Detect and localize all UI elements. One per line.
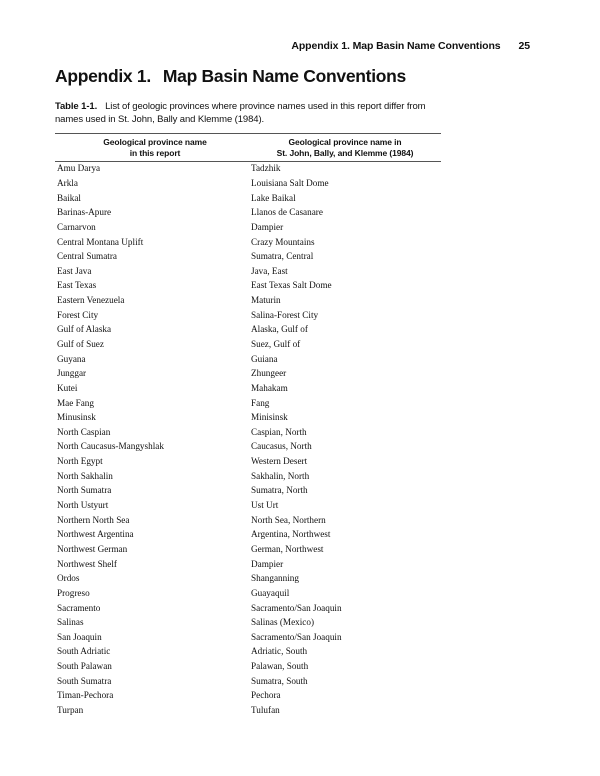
province-name-sjbk: Caspian, North xyxy=(251,426,307,437)
table-row xyxy=(57,615,441,630)
table-row xyxy=(57,630,441,645)
province-name-this-report: North Ustyurt xyxy=(57,500,109,511)
province-name-sjbk: Sumatra, Central xyxy=(251,251,314,262)
table-row xyxy=(57,176,441,191)
province-name-this-report: South Sumatra xyxy=(57,675,112,686)
table-row xyxy=(57,337,441,352)
province-name-sjbk: Louisiana Salt Dome xyxy=(251,177,329,188)
province-name-this-report: Amu Darya xyxy=(57,163,101,174)
table-row xyxy=(57,483,441,498)
table-row xyxy=(57,527,441,542)
province-name-sjbk: Ust Urt xyxy=(251,500,279,511)
province-name-this-report: Baikal xyxy=(57,192,81,203)
table-row xyxy=(57,498,441,513)
table-row xyxy=(57,410,441,425)
province-name-this-report: Kutei xyxy=(57,382,78,393)
province-name-sjbk: Adriatic, South xyxy=(251,646,308,657)
province-name-sjbk: Shanganning xyxy=(251,573,299,584)
table-row xyxy=(57,454,441,469)
province-name-sjbk: Dampier xyxy=(251,221,284,232)
province-name-this-report: North Caspian xyxy=(57,426,111,437)
province-name-this-report: Eastern Venezuela xyxy=(57,295,125,306)
table-caption-label: Table 1-1. xyxy=(55,101,98,112)
province-name-this-report: Central Montana Uplift xyxy=(57,236,144,247)
province-name-sjbk: Salinas (Mexico) xyxy=(251,617,315,628)
province-name-sjbk: Sakhalin, North xyxy=(251,470,310,481)
province-name-sjbk: German, Northwest xyxy=(251,543,324,554)
province-name-sjbk: North Sea, Northern xyxy=(251,514,326,525)
table-row xyxy=(57,439,441,454)
province-name-sjbk: Guayaquil xyxy=(251,587,290,598)
table-row xyxy=(57,556,441,571)
province-name-this-report: Junggar xyxy=(57,368,87,379)
province-name-this-report: Northern North Sea xyxy=(57,514,130,525)
table-row xyxy=(57,659,441,674)
province-name-this-report: Barinas-Apure xyxy=(57,207,112,218)
province-name-sjbk: Maturin xyxy=(251,295,281,306)
table-row xyxy=(57,307,441,322)
table-row xyxy=(57,688,441,703)
province-name-sjbk: Sumatra, South xyxy=(251,675,308,686)
province-name-sjbk: Fang xyxy=(251,397,270,408)
province-name-sjbk: Palawan, South xyxy=(251,661,309,672)
table-row xyxy=(57,205,441,220)
table-row xyxy=(57,512,441,527)
province-name-sjbk: Llanos de Casanare xyxy=(251,207,323,218)
province-name-sjbk: Suez, Gulf of xyxy=(251,339,301,349)
province-name-this-report: San Joaquin xyxy=(57,631,102,642)
province-name-this-report: South Adriatic xyxy=(57,646,111,657)
table-row xyxy=(57,249,441,264)
table-row xyxy=(57,366,441,381)
column-header-line: Geological province name xyxy=(103,137,207,147)
province-name-this-report: Northwest Shelf xyxy=(57,558,117,569)
table-row xyxy=(57,468,441,483)
province-name-sjbk: Pechora xyxy=(251,690,281,701)
table-row xyxy=(57,703,441,718)
province-name-this-report: East Java xyxy=(57,265,92,276)
province-name-this-report: Mae Fang xyxy=(57,397,94,408)
table-row xyxy=(57,220,441,235)
table-row xyxy=(57,425,441,440)
province-name-this-report: Northwest Argentina xyxy=(57,529,134,540)
province-name-this-report: Ordos xyxy=(57,573,80,584)
province-name-sjbk: Tulufan xyxy=(251,705,280,716)
page-title-label: Appendix 1. xyxy=(55,66,151,86)
province-name-this-report: North Sumatra xyxy=(57,485,112,496)
column-header-line: Geological province name in xyxy=(288,137,402,147)
province-name-this-report: Minusinsk xyxy=(57,412,96,423)
page-number: 25 xyxy=(518,40,530,52)
province-name-sjbk: Sacramento/San Joaquin xyxy=(251,631,342,642)
table-row xyxy=(57,161,441,176)
table-row xyxy=(57,322,441,337)
province-name-this-report: Sacramento xyxy=(57,602,101,613)
province-name-sjbk: Crazy Mountains xyxy=(251,236,315,247)
province-name-sjbk: Lake Baikal xyxy=(251,192,296,203)
column-header-report-name xyxy=(62,137,248,159)
province-name-sjbk: Western Desert xyxy=(251,456,308,467)
table-row xyxy=(57,234,441,249)
running-head xyxy=(291,40,530,52)
column-header-line: St. John, Bally, and Klemme (1984) xyxy=(276,148,414,158)
province-name-sjbk: Salina-Forest City xyxy=(251,309,319,320)
province-name-this-report: East Texas xyxy=(57,280,97,291)
province-name-sjbk: Zhungeer xyxy=(251,368,287,379)
table-caption-text: List of geologic provinces where province names used in this report differ from names used in St. John, Bally and Klemme (1984). xyxy=(55,101,426,125)
province-name-sjbk: Sacramento/San Joaquin xyxy=(251,602,342,613)
table-body xyxy=(57,161,441,717)
province-name-this-report: North Sakhalin xyxy=(57,470,113,481)
province-name-this-report: Northwest German xyxy=(57,543,128,554)
table-row xyxy=(57,263,441,278)
table-row xyxy=(57,644,441,659)
province-name-sjbk: Alaska, Gulf of xyxy=(251,324,308,335)
province-name-sjbk: Guiana xyxy=(251,353,278,364)
column-header-sjbk-name xyxy=(250,137,440,159)
province-name-this-report: Gulf of Alaska xyxy=(57,324,112,335)
province-name-sjbk: Sumatra, North xyxy=(251,485,308,496)
table-row xyxy=(57,278,441,293)
province-name-this-report: Carnarvon xyxy=(57,221,96,232)
province-name-this-report: Arkla xyxy=(57,177,78,188)
page-title xyxy=(55,66,406,87)
province-name-this-report: Timan-Pechora xyxy=(57,690,114,701)
table-row xyxy=(57,351,441,366)
table-row xyxy=(57,395,441,410)
table-row xyxy=(57,293,441,308)
province-name-this-report: Forest City xyxy=(57,309,99,320)
table-top-rule xyxy=(55,133,441,134)
running-head-text: Appendix 1. Map Basin Name Conventions xyxy=(291,40,501,52)
table-row xyxy=(57,673,441,688)
table-row xyxy=(57,190,441,205)
province-name-sjbk: Mahakam xyxy=(251,382,288,393)
province-name-sjbk: East Texas Salt Dome xyxy=(251,280,332,291)
province-name-sjbk: Minisinsk xyxy=(251,412,288,423)
table-caption xyxy=(55,101,455,126)
table-row xyxy=(57,600,441,615)
province-name-this-report: South Palawan xyxy=(57,661,112,672)
table-row xyxy=(57,542,441,557)
province-name-sjbk: Tadzhik xyxy=(251,163,281,174)
province-name-this-report: Turpan xyxy=(57,705,84,716)
province-name-sjbk: Java, East xyxy=(251,265,288,276)
table-row xyxy=(57,381,441,396)
province-name-this-report: Gulf of Suez xyxy=(57,339,104,349)
province-name-sjbk: Argentina, Northwest xyxy=(251,529,331,540)
table-row xyxy=(57,571,441,586)
province-name-this-report: Guyana xyxy=(57,353,86,364)
province-name-this-report: North Egypt xyxy=(57,456,103,467)
province-name-sjbk: Dampier xyxy=(251,558,284,569)
table-row xyxy=(57,586,441,601)
page-title-name: Map Basin Name Conventions xyxy=(162,66,406,86)
province-name-this-report: Salinas xyxy=(57,617,84,628)
province-name-sjbk: Caucasus, North xyxy=(251,441,312,452)
province-name-this-report: Progreso xyxy=(57,587,90,598)
column-header-line: in this report xyxy=(129,148,181,158)
province-name-this-report: North Caucasus-Mangyshlak xyxy=(57,441,164,452)
province-name-this-report: Central Sumatra xyxy=(57,251,117,262)
